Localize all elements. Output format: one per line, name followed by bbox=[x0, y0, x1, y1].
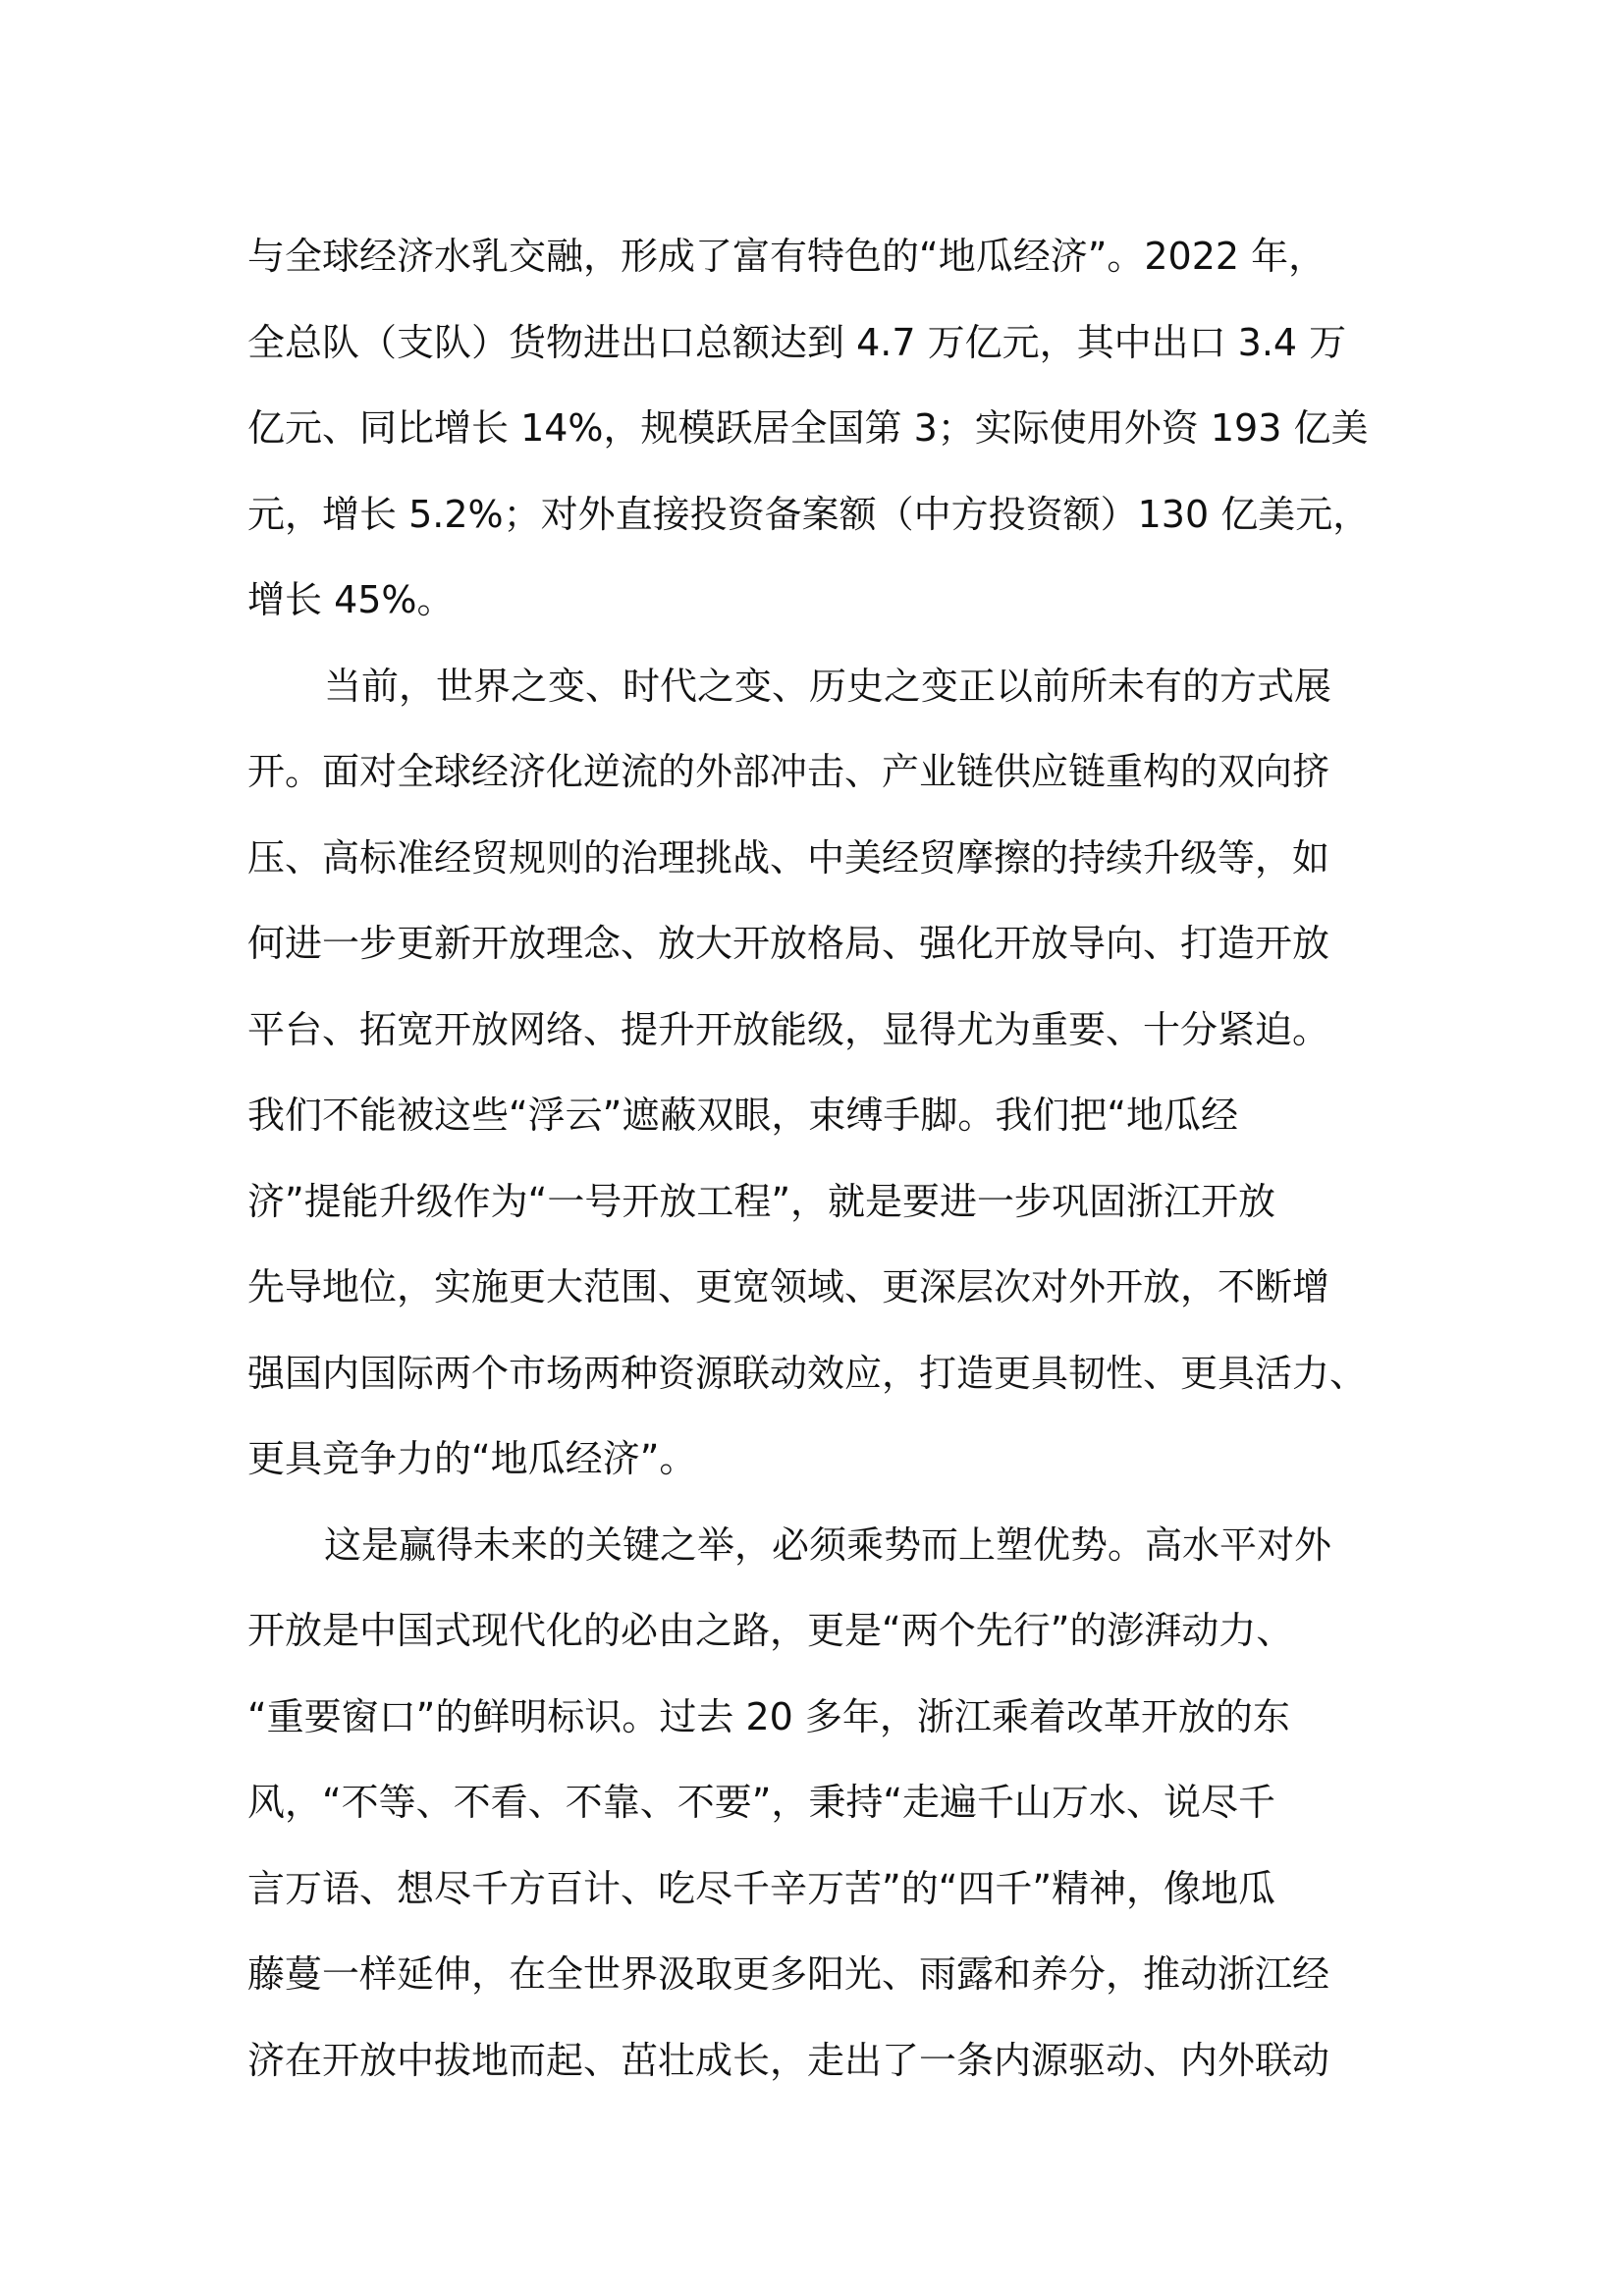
text-line: 与全球经济水乳交融，形成了富有特色的“地瓜经济”。2022 年， bbox=[247, 235, 1326, 278]
text-line: 元，增长 5.2%；对外直接投资备案额（中方投资额）130 亿美元， bbox=[247, 492, 1371, 536]
text-line: 先导地位，实施更大范围、更宽领域、更深层次对外开放，不断增 bbox=[247, 1265, 1330, 1308]
text-line: 平台、拓宽开放网络、提升开放能级，显得尤为重要、十分紧迫。 bbox=[247, 1007, 1330, 1051]
document-body bbox=[247, 214, 1394, 2104]
text-line: 济在开放中拔地而起、茁壮成长，走出了一条内源驱动、内外联动 bbox=[247, 2038, 1330, 2082]
text-line: 藤蔓一样延伸，在全世界汲取更多阳光、雨露和养分，推动浙江经 bbox=[247, 1952, 1330, 1996]
text-line: 风，“不等、不看、不靠、不要”，秉持“走遍千山万水、说尽千 bbox=[247, 1781, 1276, 1824]
text-line: 增长 45%。 bbox=[247, 578, 455, 621]
text-line: 开。面对全球经济化逆流的外部冲击、产业链供应链重构的双向挤 bbox=[247, 750, 1330, 793]
text-line: 何进一步更新开放理念、放大开放格局、强化开放导向、打造开放 bbox=[247, 922, 1330, 965]
text-line: 言万语、想尽千方百计、吃尽千辛万苦”的“四千”精神，像地瓜 bbox=[247, 1866, 1276, 1910]
paragraph-1 bbox=[247, 214, 1394, 644]
paragraph-3 bbox=[247, 1503, 1394, 2105]
text-line: 我们不能被这些“浮云”遮蔽双眼，束缚手脚。我们把“地瓜经 bbox=[247, 1094, 1239, 1137]
text-line: 这是赢得未来的关键之举，必须乘势而上塑优势。高水平对外 bbox=[324, 1522, 1332, 1567]
text-line: 当前，世界之变、时代之变、历史之变正以前所未有的方式展 bbox=[324, 664, 1332, 708]
text-line: 亿元、同比增长 14%，规模跃居全国第 3；实际使用外资 193 亿美 bbox=[247, 406, 1369, 450]
text-line: 更具竞争力的“地瓜经济”。 bbox=[247, 1437, 697, 1480]
text-line: 强国内国际两个市场两种资源联动效应，打造更具韧性、更具活力、 bbox=[247, 1351, 1368, 1395]
text-line: 压、高标准经贸规则的治理挑战、中美经贸摩擦的持续升级等，如 bbox=[247, 835, 1330, 880]
text-line: 济”提能升级作为“一号开放工程”，就是要进一步巩固浙江开放 bbox=[247, 1179, 1276, 1223]
text-line: 全总队（支队）货物进出口总额达到 4.7 万亿元，其中出口 3.4 万 bbox=[247, 320, 1347, 364]
text-line: 开放是中国式现代化的必由之路，更是“两个先行”的澎湃动力、 bbox=[247, 1609, 1294, 1652]
paragraph-2 bbox=[247, 644, 1394, 1503]
text-line: “重要窗口”的鲜明标识。过去 20 多年，浙江乘着改革开放的东 bbox=[247, 1694, 1290, 1738]
